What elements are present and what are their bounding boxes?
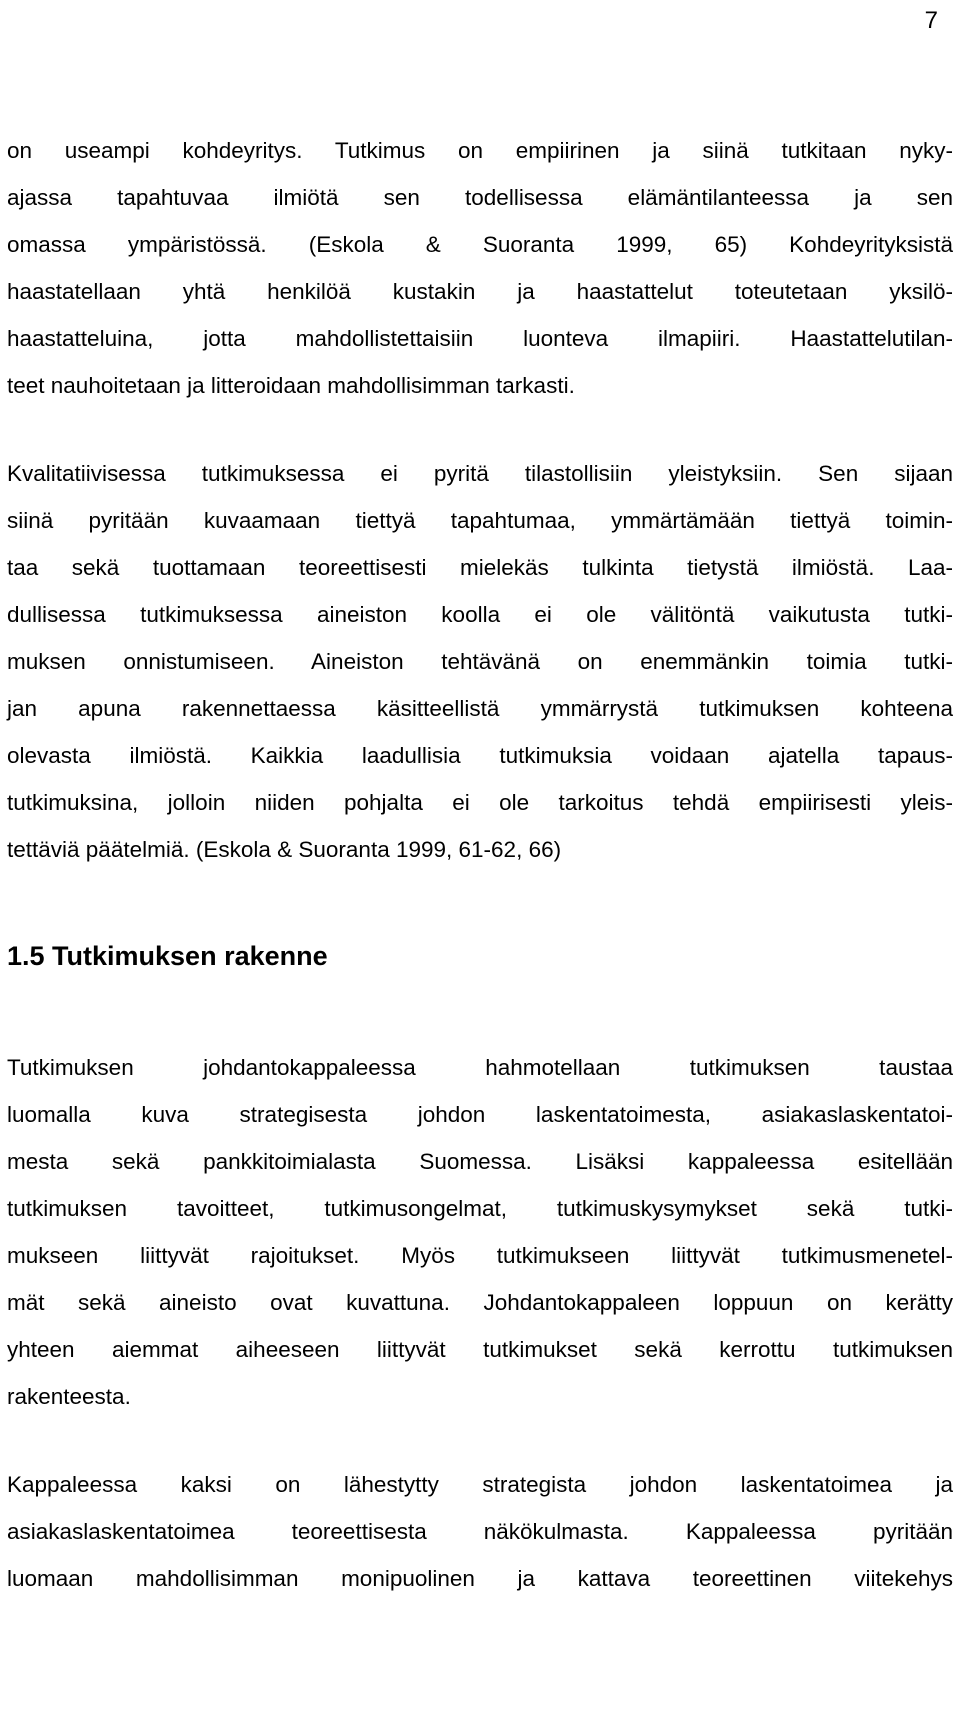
text-line: tutkimuksen tavoitteet, tutkimusongelmat, tutkimuskysymykset sekä tutki-: [7, 1196, 953, 1221]
text-line: ajassa tapahtuvaa ilmiötä sen todellisessa elämäntilanteessa ja sen: [7, 185, 953, 210]
text-line: muksen onnistumiseen. Aineiston tehtävänä on enemmänkin toimia tutki-: [7, 649, 953, 674]
text-line: Tutkimuksen johdantokappaleessa hahmotellaan tutkimuksen taustaa: [7, 1055, 953, 1080]
text-line: mesta sekä pankkitoimialasta Suomessa. Lisäksi kappaleessa esitellään: [7, 1149, 953, 1174]
text-line: rakenteesta.: [7, 1384, 131, 1409]
text-line: tettäviä päätelmiä. (Eskola & Suoranta 1999, 61-62, 66): [7, 837, 562, 862]
text-line: teet nauhoitetaan ja litteroidaan mahdollisimman tarkasti.: [7, 373, 575, 398]
text-line: luomaan mahdollisimman monipuolinen ja kattava teoreettinen viitekehys: [7, 1566, 953, 1591]
text-line: on useampi kohdeyritys. Tutkimus on empiirinen ja siinä tutkitaan nyky-: [7, 138, 953, 163]
text-line: haastatellaan yhtä henkilöä kustakin ja haastattelut toteutetaan yksilö-: [7, 279, 953, 304]
text-line: omassa ympäristössä. (Eskola & Suoranta 1999, 65) Kohdeyrityksistä: [7, 232, 953, 257]
section-heading: 1.5 Tutkimuksen rakenne: [7, 941, 328, 971]
text-line: yhteen aiemmat aiheeseen liittyvät tutkimukset sekä kerrottu tutkimuksen: [7, 1337, 953, 1362]
text-line: haastatteluina, jotta mahdollistettaisiin luonteva ilmapiiri. Haastattelutilan-: [7, 326, 953, 351]
text-line: olevasta ilmiöstä. Kaikkia laadullisia tutkimuksia voidaan ajatella tapaus-: [7, 743, 953, 768]
text-line: dullisessa tutkimuksessa aineiston koolla ei ole välitöntä vaikutusta tutki-: [7, 602, 953, 627]
text-line: Kvalitatiivisessa tutkimuksessa ei pyritä tilastollisiin yleistyksiin. Sen sijaan: [7, 461, 953, 486]
text-line: taa sekä tuottamaan teoreettisesti mielekäs tulkinta tietystä ilmiöstä. Laa-: [7, 555, 953, 580]
page-number: 7: [924, 7, 938, 34]
text-line: asiakaslaskentatoimea teoreettisesta näkökulmasta. Kappaleessa pyritään: [7, 1519, 953, 1544]
text-line: Kappaleessa kaksi on lähestytty strategista johdon laskentatoimea ja: [7, 1472, 953, 1497]
text-line: tutkimuksina, jolloin niiden pohjalta ei ole tarkoitus tehdä empiirisesti yleis-: [7, 790, 953, 815]
text-line: luomalla kuva strategisesta johdon laskentatoimesta, asiakaslaskentatoi-: [7, 1102, 953, 1127]
text-line: mukseen liittyvät rajoitukset. Myös tutkimukseen liittyvät tutkimusmenetel-: [7, 1243, 953, 1268]
text-line: jan apuna rakennettaessa käsitteellistä ymmärrystä tutkimuksen kohteena: [7, 696, 953, 721]
text-line: siinä pyritään kuvaamaan tiettyä tapahtumaa, ymmärtämään tiettyä toimin-: [7, 508, 953, 533]
text-line: mät sekä aineisto ovat kuvattuna. Johdantokappaleen loppuun on kerätty: [7, 1290, 953, 1315]
